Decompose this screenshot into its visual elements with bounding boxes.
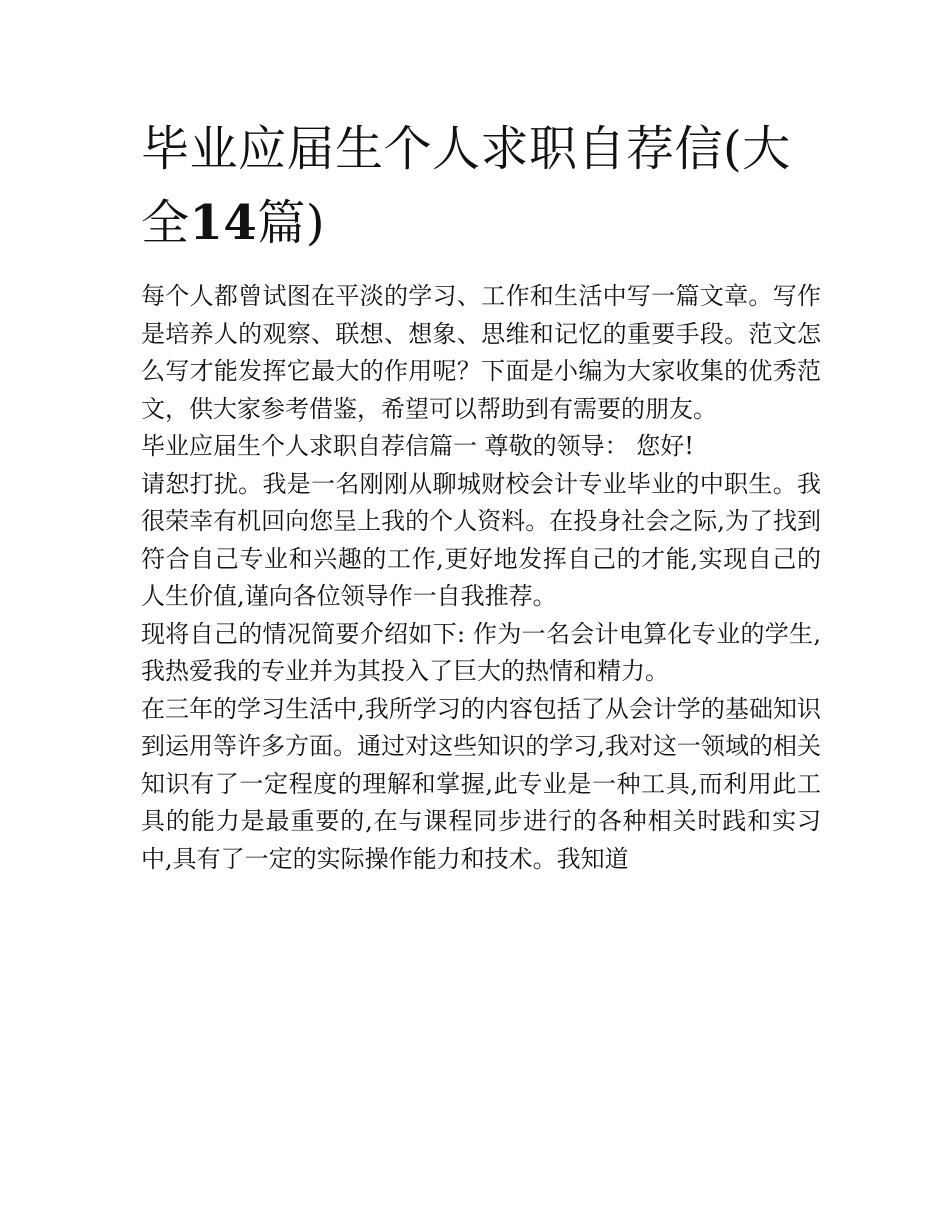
paragraph-study: 在三年的学习生活中,我所学习的内容包括了从会计学的基础知识到运用等许多方面。通过对这些知识的学习,我对这一领域的相关知识有了一定程度的理解和掌握,此专业是一种工具,而利用此工具的能力是最重要的,在与课程同步进行的各种相关时践和实习中,具有了一定的实际操作能力和技术。我知道 — [141, 694, 821, 873]
title-suffix: 篇) — [257, 195, 326, 251]
paragraph-self-summary: 现将自己的情况简要介绍如下: 作为一名会计电算化专业的学生,我热爱我的专业并为其投入了巨大的热情和精力。 — [141, 619, 821, 685]
document-body — [141, 278, 821, 878]
document-page — [141, 112, 821, 878]
paragraph-introduction: 请恕打扰。我是一名刚刚从聊城财校会计专业毕业的中职生。我很荣幸有机回向您呈上我的个人资料。在投身社会之际,为了找到符合自己专业和兴趣的工作,更好地发挥自己的才能,实现自己的人生价值,谨向各位领导作一自我推荐。 — [141, 469, 821, 610]
paragraph-intro: 每个人都曾试图在平淡的学习、工作和生活中写一篇文章。写作是培养人的观察、联想、想象、思维和记忆的重要手段。范文怎么写才能发挥它最大的作用呢？下面是小编为大家收集的优秀范文，供大家参考借鉴，希望可以帮助到有需要的朋友。 — [141, 282, 821, 423]
paragraph-salutation: 毕业应届生个人求职自荐信篇一 尊敬的领导： 您好! — [141, 432, 694, 460]
title-number: 14 — [189, 195, 258, 251]
title-text: 毕业应届生个人求职自荐信(大全 — [141, 121, 791, 251]
document-title — [141, 112, 821, 260]
